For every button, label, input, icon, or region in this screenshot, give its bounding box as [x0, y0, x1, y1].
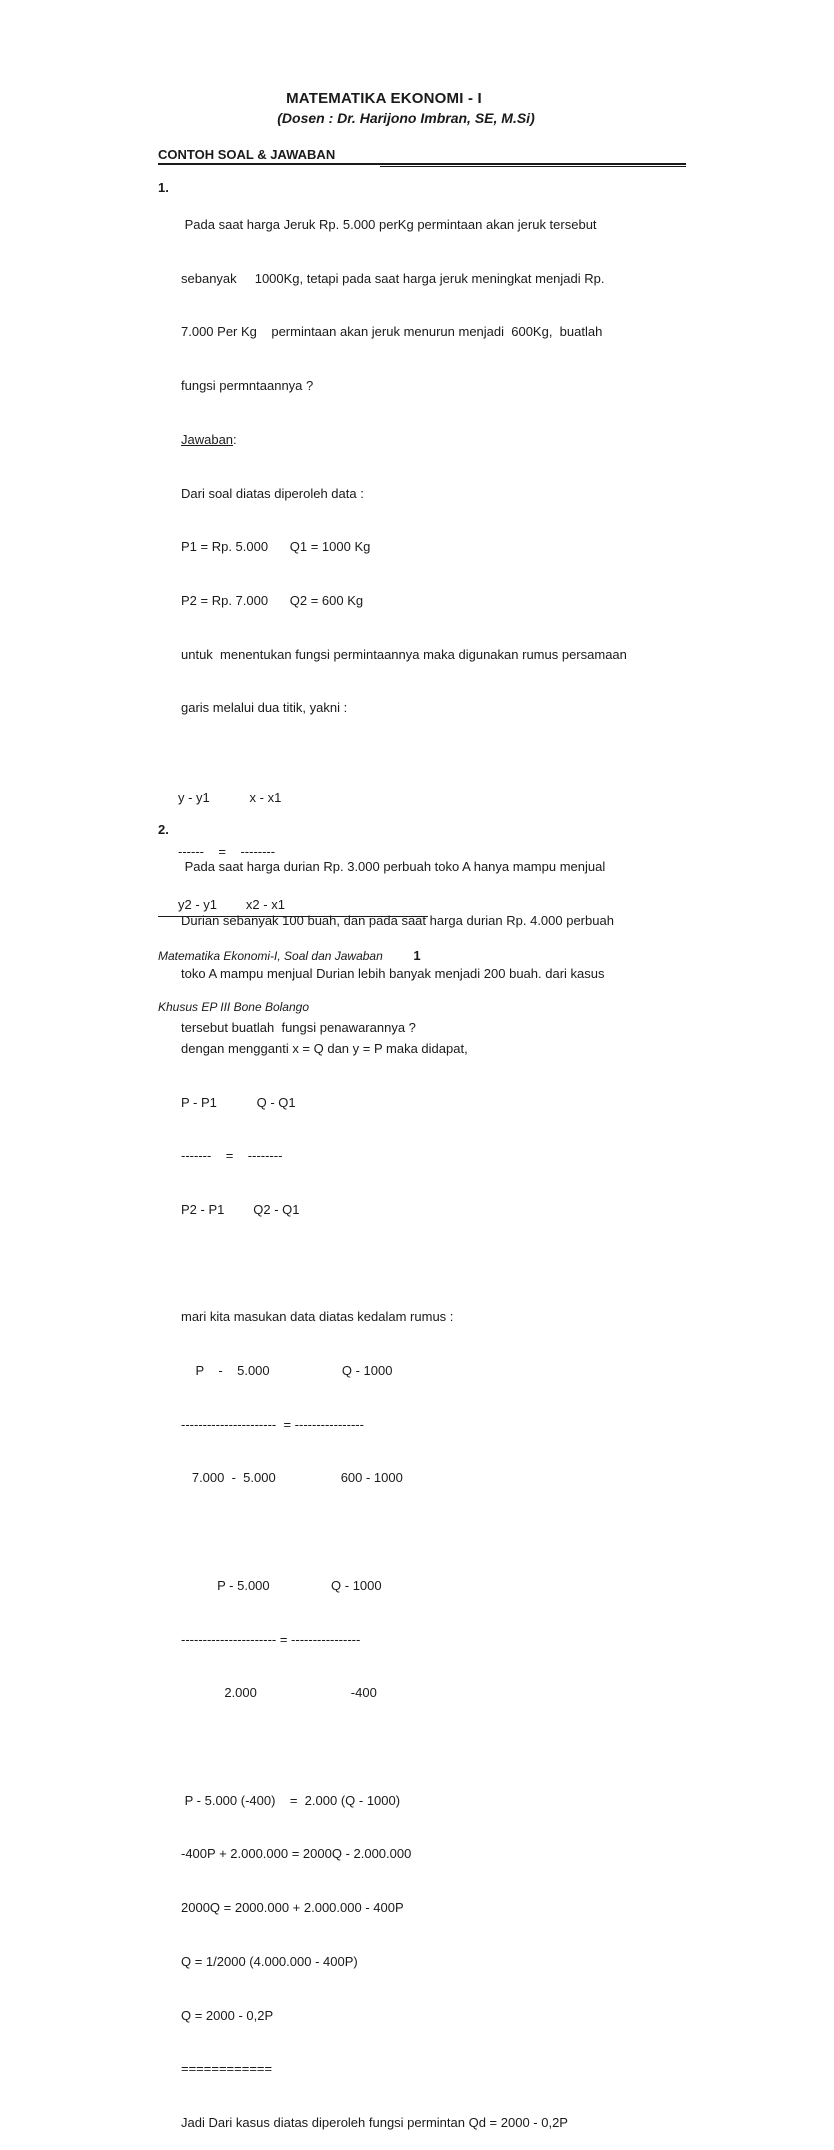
document-title: MATEMATIKA EKONOMI - I [286, 90, 482, 107]
problem-2-question-line: Pada saat harga durian Rp. 3.000 perbuah toko A hanya mampu menjual [181, 859, 606, 874]
step-line: ---------------------- = ---------------- [181, 1416, 364, 1432]
substitution-text: dengan mengganti x = Q dan y = P maka didapat, [181, 1040, 468, 1056]
solution-line: Q = 1/2000 (4.000.000 - 400P) [181, 1953, 358, 1969]
problem-1-body [178, 180, 627, 2150]
step-line: P - 5.000 Q - 1000 [181, 1577, 382, 1593]
answer-line: garis melalui dua titik, yakni : [181, 700, 348, 716]
solution-line: -400P + 2.000.000 = 2000Q - 2.000.000 [181, 1846, 412, 1862]
formula-line: y - y1 x - x1 [178, 790, 282, 806]
solution-separator: ============ [181, 2061, 273, 2077]
formula-line: P - P1 Q - Q1 [181, 1094, 296, 1110]
footer-line: Matematika Ekonomi-I, Soal dan Jawaban [158, 949, 383, 963]
section-divider [158, 163, 686, 165]
solution-conclusion: Jadi Dari kasus diatas diperoleh fungsi permintan Qd = 2000 - 0,2P [181, 2114, 568, 2130]
problem-1-question-line: Pada saat harga Jeruk Rp. 5.000 perKg permintaan akan jeruk tersebut [181, 217, 597, 232]
answer-heading [181, 431, 627, 449]
section-divider-thin [380, 166, 686, 167]
step-line: ---------------------- = ---------------- [181, 1631, 361, 1647]
insert-intro: mari kita masukan data diatas kedalam rumus : [181, 1309, 454, 1325]
formula-line: ------ = -------- [178, 843, 276, 859]
problem-1-number: 1. [158, 180, 169, 195]
footer-line: Khusus EP III Bone Bolango [158, 1000, 309, 1014]
solution-line: Q = 2000 - 0,2P [181, 2007, 274, 2023]
section-title: CONTOH SOAL & JAWABAN [158, 147, 336, 162]
answer-line: Dari soal diatas diperoleh data : [181, 485, 364, 501]
formula-line: y2 - y1 x2 - x1 [178, 897, 285, 913]
step-line: P - 5.000 Q - 1000 [181, 1363, 393, 1379]
problem-2-question-line: tersebut buatlah fungsi penawarannya ? [181, 1020, 416, 1036]
page-number: 1 [413, 948, 421, 963]
answer-line: untuk menentukan fungsi permintaannya maka digunakan rumus persamaan [181, 646, 627, 662]
step-line: 2.000 -400 [181, 1685, 377, 1701]
footer [158, 914, 383, 1033]
answer-line: P1 = Rp. 5.000 Q1 = 1000 Kg [181, 539, 371, 555]
formula-line: ------- = -------- [181, 1148, 283, 1164]
answer-label: Jawaban [181, 431, 234, 447]
formula-line: P2 - P1 Q2 - Q1 [181, 1201, 300, 1217]
answer-colon: : [233, 431, 237, 447]
problem-1-question-line: fungsi permntaannya ? [181, 378, 314, 394]
problem-2-question-line: toko A mampu menjual Durian lebih banyak menjadi 200 buah. dari kasus [181, 966, 605, 982]
document-subtitle: (Dosen : Dr. Harijono Imbran, SE, M.Si) [277, 110, 535, 126]
answer-line: P2 = Rp. 7.000 Q2 = 600 Kg [181, 592, 364, 608]
problem-2-number: 2. [158, 822, 169, 837]
solution-line: P - 5.000 (-400) = 2.000 (Q - 1000) [181, 1792, 401, 1808]
step-line: 7.000 - 5.000 600 - 1000 [181, 1470, 403, 1486]
problem-1-question-line: 7.000 Per Kg permintaan akan jeruk menurun menjadi 600Kg, buatlah [181, 324, 603, 340]
solution-line: 2000Q = 2000.000 + 2.000.000 - 400P [181, 1900, 404, 1916]
problem-2-question-line: Durian sebanyak 100 buah, dan pada saat harga durian Rp. 4.000 perbuah [181, 912, 614, 928]
problem-1-question-line: sebanyak 1000Kg, tetapi pada saat harga jeruk meningkat menjadi Rp. [181, 270, 605, 286]
